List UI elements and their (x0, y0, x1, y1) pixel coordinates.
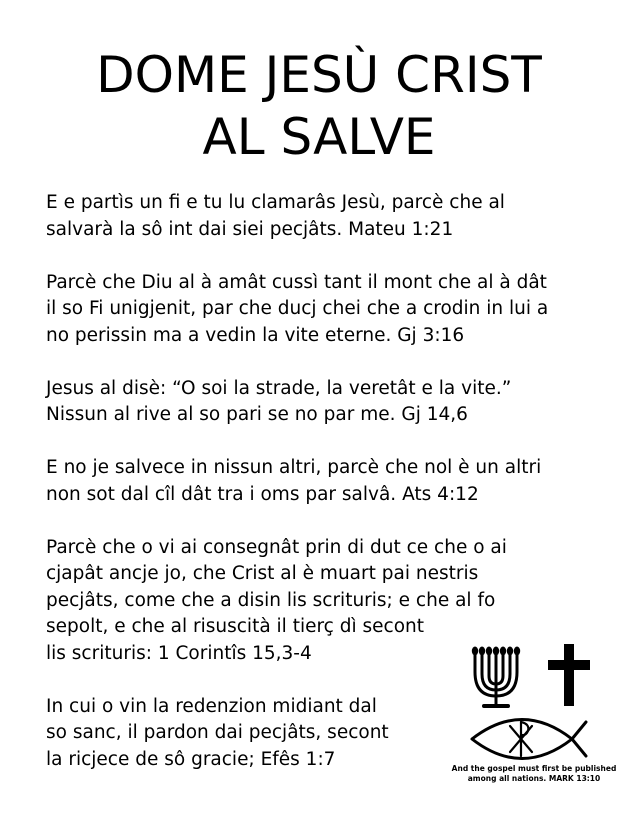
text-line: Nissun al rive al so pari se no par me. Gj 14,6 (46, 404, 468, 425)
text-line: lis scrituris: 1 Corintîs 15,3-4 (46, 642, 312, 664)
text-line: no perissin ma a vedin la vite eterne. Gj 3:16 (46, 324, 465, 346)
text-line: la ricjece de sô gracie; Efês 1:7 (46, 748, 336, 770)
passage-john-14-6 (46, 376, 606, 429)
ichthys-chi-rho-icon (472, 720, 586, 759)
text-line: In cui o vin la redenzion midiant dal (46, 695, 377, 717)
page-title (0, 44, 638, 168)
title-line-1: DOME JESÙ CRIST (96, 46, 542, 104)
passage-matthew-1-21 (46, 190, 606, 243)
text-line: cjapât ancje jo, che Crist al è muart pai nestris (46, 563, 479, 584)
text-line: il so Fi unigjenit, par che ducj chei che a crodin in lui a (46, 298, 549, 319)
text-line: so sanc, il pardon dai pecjâts, secont (46, 722, 389, 743)
text-line: Parcè che o vi ai consegnât prin di dut ce che o ai (46, 536, 507, 558)
passage-acts-4-12 (46, 455, 606, 508)
menorah-icon (472, 647, 520, 707)
text-line: E e partìs un fi e tu lu clamarâs Jesù, parcè che al (46, 192, 505, 213)
title-line-2: AL SALVE (202, 108, 436, 166)
caption-line-2: among all nations. MARK 13:10 (467, 774, 601, 783)
cross-icon (548, 644, 590, 706)
text-line: Parcè che Diu al à amât cussì tant il mont che al à dât (46, 271, 547, 293)
text-line: non sot dal cîl dât tra i oms par salvâ. Ats 4:12 (46, 483, 479, 505)
text-line: salvarà la sô int dai siei pecjâts. Mateu 1:21 (46, 218, 454, 240)
passage-john-3-16 (46, 270, 606, 350)
text-line: sepolt, e che al risuscità il tierç dì secont (46, 616, 424, 637)
mark-13-10-caption (434, 764, 634, 784)
text-line: pecjâts, come che a disin lis scrituris; e che al fo (46, 589, 496, 611)
text-line: E no je salvece in nissun altri, parcè che nol è un altri (46, 457, 542, 478)
text-line: Jesus al disè: “O soi la strade, la veretât e la vite.” (46, 377, 512, 399)
caption-line-1: And the gospel must first be published (451, 764, 617, 773)
